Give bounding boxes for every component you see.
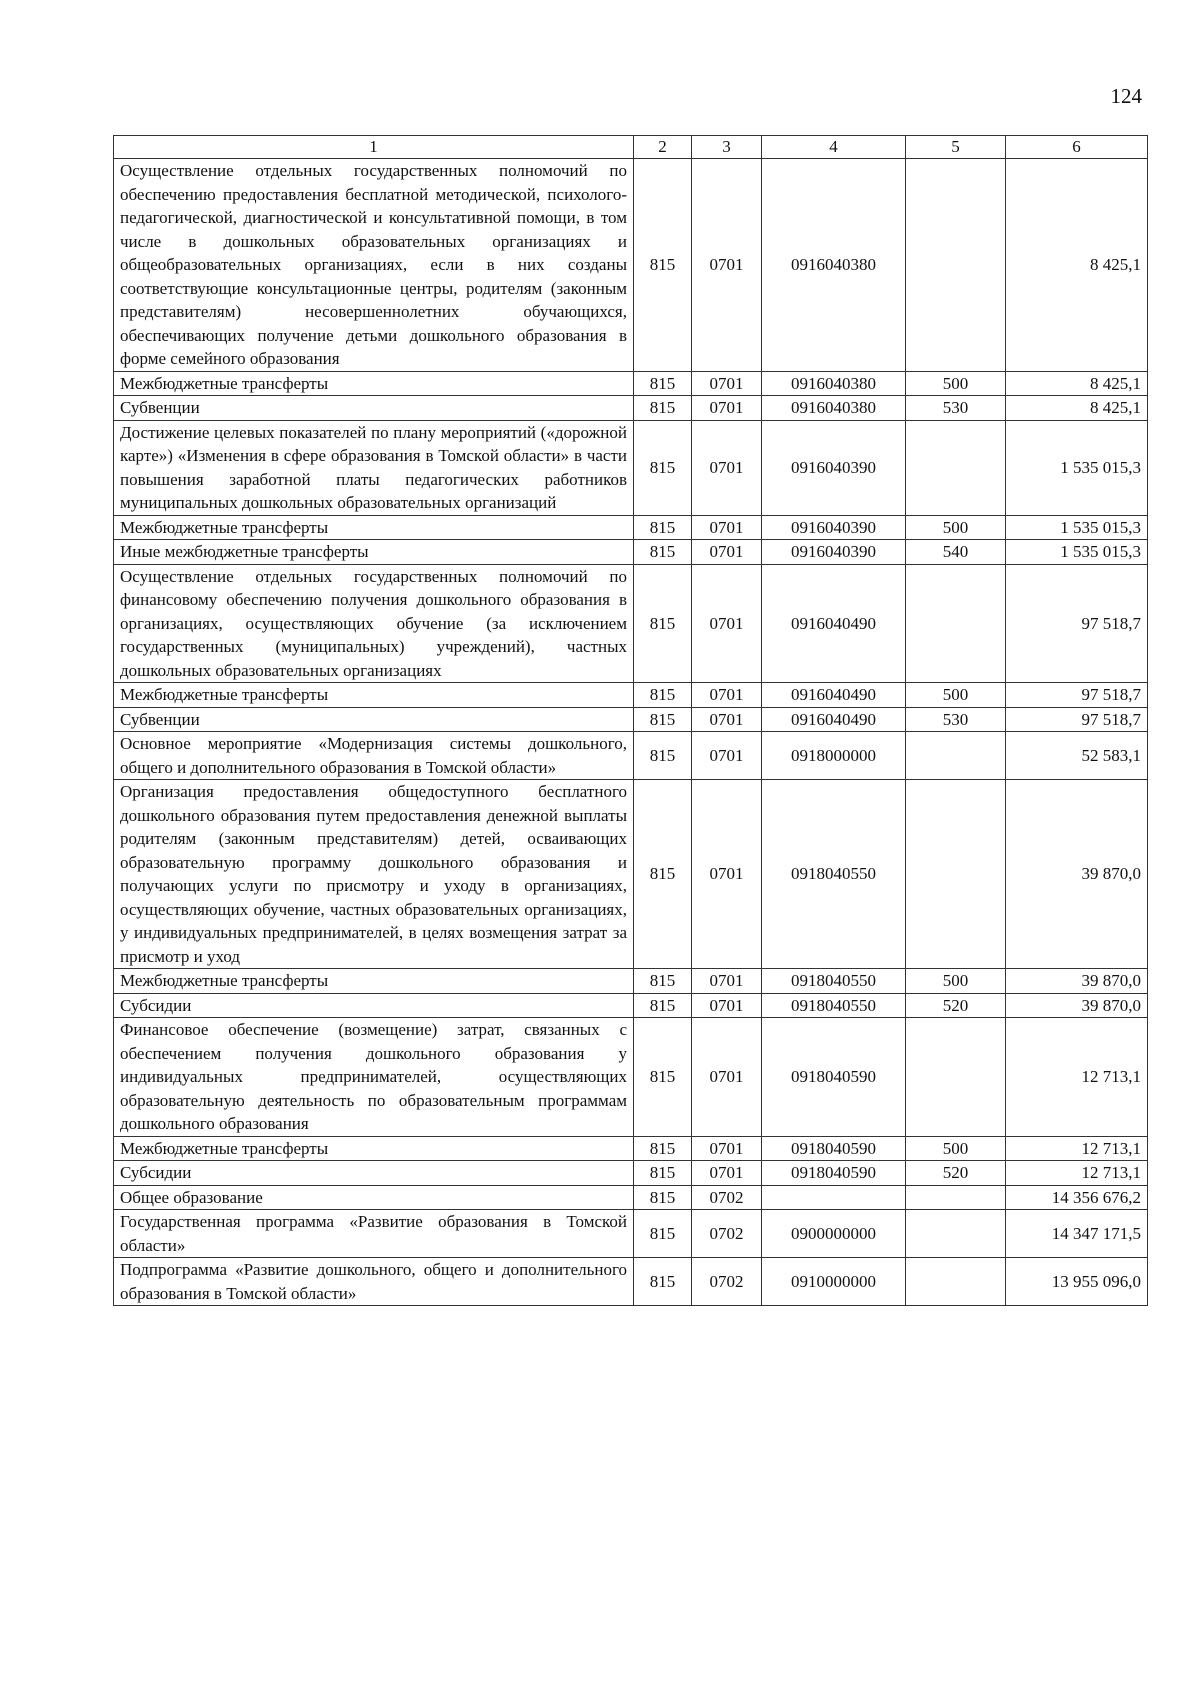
row-ved-code: 815	[634, 420, 692, 515]
table-row	[114, 732, 1148, 780]
row-target-article: 0916040380	[762, 159, 906, 372]
row-ved-code: 815	[634, 993, 692, 1018]
row-amount: 14 347 171,5	[1006, 1210, 1148, 1258]
row-section-code: 0702	[692, 1210, 762, 1258]
row-target-article: 0910000000	[762, 1258, 906, 1306]
table-row	[114, 396, 1148, 421]
table-row	[114, 371, 1148, 396]
row-amount: 12 713,1	[1006, 1018, 1148, 1137]
row-ved-code: 815	[634, 1018, 692, 1137]
row-section-code: 0701	[692, 683, 762, 708]
table-row	[114, 1258, 1148, 1306]
row-name: Достижение целевых показателей по плану мероприятий («дорожной карте») «Изменения в сфере образования в Томской области» в части повышения заработной платы педагогических работников муниципальных дошкольных образовательных организаций	[114, 420, 634, 515]
row-amount: 39 870,0	[1006, 969, 1148, 994]
row-section-code: 0701	[692, 396, 762, 421]
row-ved-code: 815	[634, 683, 692, 708]
row-target-article: 0916040490	[762, 683, 906, 708]
row-section-code: 0701	[692, 1161, 762, 1186]
row-ved-code: 815	[634, 564, 692, 683]
row-name: Общее образование	[114, 1185, 634, 1210]
row-target-article: 0900000000	[762, 1210, 906, 1258]
row-name: Межбюджетные трансферты	[114, 1136, 634, 1161]
row-target-article: 0916040490	[762, 707, 906, 732]
row-expense-type	[906, 420, 1006, 515]
row-name: Межбюджетные трансферты	[114, 371, 634, 396]
row-section-code: 0701	[692, 1136, 762, 1161]
row-target-article: 0918040590	[762, 1136, 906, 1161]
table-row	[114, 420, 1148, 515]
row-expense-type	[906, 732, 1006, 780]
row-target-article: 0916040380	[762, 396, 906, 421]
row-ved-code: 815	[634, 371, 692, 396]
row-section-code: 0701	[692, 780, 762, 969]
row-name: Субсидии	[114, 993, 634, 1018]
table-row	[114, 993, 1148, 1018]
row-name: Субсидии	[114, 1161, 634, 1186]
row-section-code: 0701	[692, 564, 762, 683]
row-amount: 12 713,1	[1006, 1136, 1148, 1161]
row-name: Межбюджетные трансферты	[114, 515, 634, 540]
table-header-row	[114, 136, 1148, 159]
row-ved-code: 815	[634, 780, 692, 969]
row-expense-type: 530	[906, 707, 1006, 732]
page-number: 124	[1110, 84, 1142, 108]
row-amount: 14 356 676,2	[1006, 1185, 1148, 1210]
budget-table-body	[114, 136, 1148, 1306]
row-expense-type: 500	[906, 515, 1006, 540]
table-row	[114, 780, 1148, 969]
table-row	[114, 540, 1148, 565]
row-target-article: 0918000000	[762, 732, 906, 780]
budget-table	[113, 135, 1148, 1306]
row-name: Государственная программа «Развитие образования в Томской области»	[114, 1210, 634, 1258]
row-ved-code: 815	[634, 1136, 692, 1161]
row-target-article: 0918040590	[762, 1018, 906, 1137]
row-name: Осуществление отдельных государственных полномочий по обеспечению предоставления бесплатной методической, психолого-педагогической, диагностической и консультативной помощи, в том числе в дошкольных образовательных организациях и общеобразовательных организациях, если в них созданы соответствующие консультационные центры, родителям (законным представителям) несовершеннолетних обучающихся, обеспечивающих получение детьми дошкольного образования в форме семейного образования	[114, 159, 634, 372]
row-target-article: 0916040490	[762, 564, 906, 683]
row-name: Финансовое обеспечение (возмещение) затрат, связанных с обеспечением получения дошкольного образования у индивидуальных предпринимателей, осуществляющих образовательную деятельность по образовательным программам дошкольного образования	[114, 1018, 634, 1137]
row-amount: 13 955 096,0	[1006, 1258, 1148, 1306]
row-name: Организация предоставления общедоступного бесплатного дошкольного образования путем предоставления денежной выплаты родителям (законным представителям) детей, осваивающих образовательную программу дошкольного образования и получающих услуги по присмотру и уходу в организациях, осуществляющих обучение, частных образовательных организациях, у индивидуальных предпринимателей, в целях возмещения затрат за присмотр и уход	[114, 780, 634, 969]
row-section-code: 0701	[692, 732, 762, 780]
row-ved-code: 815	[634, 1210, 692, 1258]
row-target-article: 0918040550	[762, 993, 906, 1018]
row-target-article: 0916040390	[762, 540, 906, 565]
column-header-5: 5	[906, 136, 1006, 159]
row-ved-code: 815	[634, 707, 692, 732]
column-header-2: 2	[634, 136, 692, 159]
row-ved-code: 815	[634, 1161, 692, 1186]
table-row	[114, 564, 1148, 683]
row-section-code: 0701	[692, 707, 762, 732]
row-ved-code: 815	[634, 732, 692, 780]
row-section-code: 0701	[692, 515, 762, 540]
row-amount: 1 535 015,3	[1006, 420, 1148, 515]
row-section-code: 0702	[692, 1258, 762, 1306]
row-expense-type: 500	[906, 683, 1006, 708]
row-section-code: 0701	[692, 1018, 762, 1137]
row-amount: 39 870,0	[1006, 993, 1148, 1018]
column-header-6: 6	[1006, 136, 1148, 159]
table-row	[114, 969, 1148, 994]
row-expense-type: 520	[906, 993, 1006, 1018]
row-expense-type	[906, 1258, 1006, 1306]
row-expense-type	[906, 1185, 1006, 1210]
row-name: Межбюджетные трансферты	[114, 969, 634, 994]
row-target-article: 0916040390	[762, 420, 906, 515]
row-target-article: 0918040550	[762, 969, 906, 994]
row-expense-type: 520	[906, 1161, 1006, 1186]
row-expense-type: 540	[906, 540, 1006, 565]
row-amount: 1 535 015,3	[1006, 540, 1148, 565]
row-ved-code: 815	[634, 540, 692, 565]
column-header-4: 4	[762, 136, 906, 159]
row-amount: 52 583,1	[1006, 732, 1148, 780]
row-name: Межбюджетные трансферты	[114, 683, 634, 708]
row-amount: 12 713,1	[1006, 1161, 1148, 1186]
table-row	[114, 707, 1148, 732]
row-expense-type	[906, 780, 1006, 969]
row-section-code: 0701	[692, 969, 762, 994]
table-row	[114, 515, 1148, 540]
row-section-code: 0701	[692, 540, 762, 565]
row-name: Иные межбюджетные трансферты	[114, 540, 634, 565]
column-header-1: 1	[114, 136, 634, 159]
row-ved-code: 815	[634, 969, 692, 994]
row-ved-code: 815	[634, 159, 692, 372]
row-expense-type	[906, 564, 1006, 683]
row-section-code: 0701	[692, 420, 762, 515]
row-ved-code: 815	[634, 396, 692, 421]
row-amount: 1 535 015,3	[1006, 515, 1148, 540]
row-target-article	[762, 1185, 906, 1210]
table-row	[114, 1210, 1148, 1258]
row-amount: 97 518,7	[1006, 564, 1148, 683]
row-section-code: 0701	[692, 993, 762, 1018]
row-expense-type	[906, 1018, 1006, 1137]
row-expense-type: 500	[906, 969, 1006, 994]
row-amount: 8 425,1	[1006, 159, 1148, 372]
row-expense-type: 500	[906, 371, 1006, 396]
table-row	[114, 1185, 1148, 1210]
row-name: Подпрограмма «Развитие дошкольного, общего и дополнительного образования в Томской области»	[114, 1258, 634, 1306]
row-expense-type: 500	[906, 1136, 1006, 1161]
row-amount: 97 518,7	[1006, 707, 1148, 732]
row-name: Субвенции	[114, 707, 634, 732]
row-section-code: 0701	[692, 159, 762, 372]
row-expense-type	[906, 1210, 1006, 1258]
row-section-code: 0701	[692, 371, 762, 396]
row-expense-type	[906, 159, 1006, 372]
row-amount: 8 425,1	[1006, 371, 1148, 396]
table-row	[114, 159, 1148, 372]
row-ved-code: 815	[634, 1258, 692, 1306]
row-ved-code: 815	[634, 1185, 692, 1210]
row-name: Осуществление отдельных государственных полномочий по финансовому обеспечению получения дошкольного образования в организациях, осуществляющих обучение (за исключением государственных (муниципальных) учреждений), частных дошкольных образовательных организациях	[114, 564, 634, 683]
row-target-article: 0916040380	[762, 371, 906, 396]
row-target-article: 0918040590	[762, 1161, 906, 1186]
table-row	[114, 1161, 1148, 1186]
row-amount: 8 425,1	[1006, 396, 1148, 421]
row-target-article: 0916040390	[762, 515, 906, 540]
table-row	[114, 683, 1148, 708]
row-name: Основное мероприятие «Модернизация системы дошкольного, общего и дополнительного образования в Томской области»	[114, 732, 634, 780]
row-name: Субвенции	[114, 396, 634, 421]
row-section-code: 0702	[692, 1185, 762, 1210]
row-ved-code: 815	[634, 515, 692, 540]
row-target-article: 0918040550	[762, 780, 906, 969]
row-amount: 39 870,0	[1006, 780, 1148, 969]
row-expense-type: 530	[906, 396, 1006, 421]
table-row	[114, 1136, 1148, 1161]
row-amount: 97 518,7	[1006, 683, 1148, 708]
column-header-3: 3	[692, 136, 762, 159]
table-row	[114, 1018, 1148, 1137]
